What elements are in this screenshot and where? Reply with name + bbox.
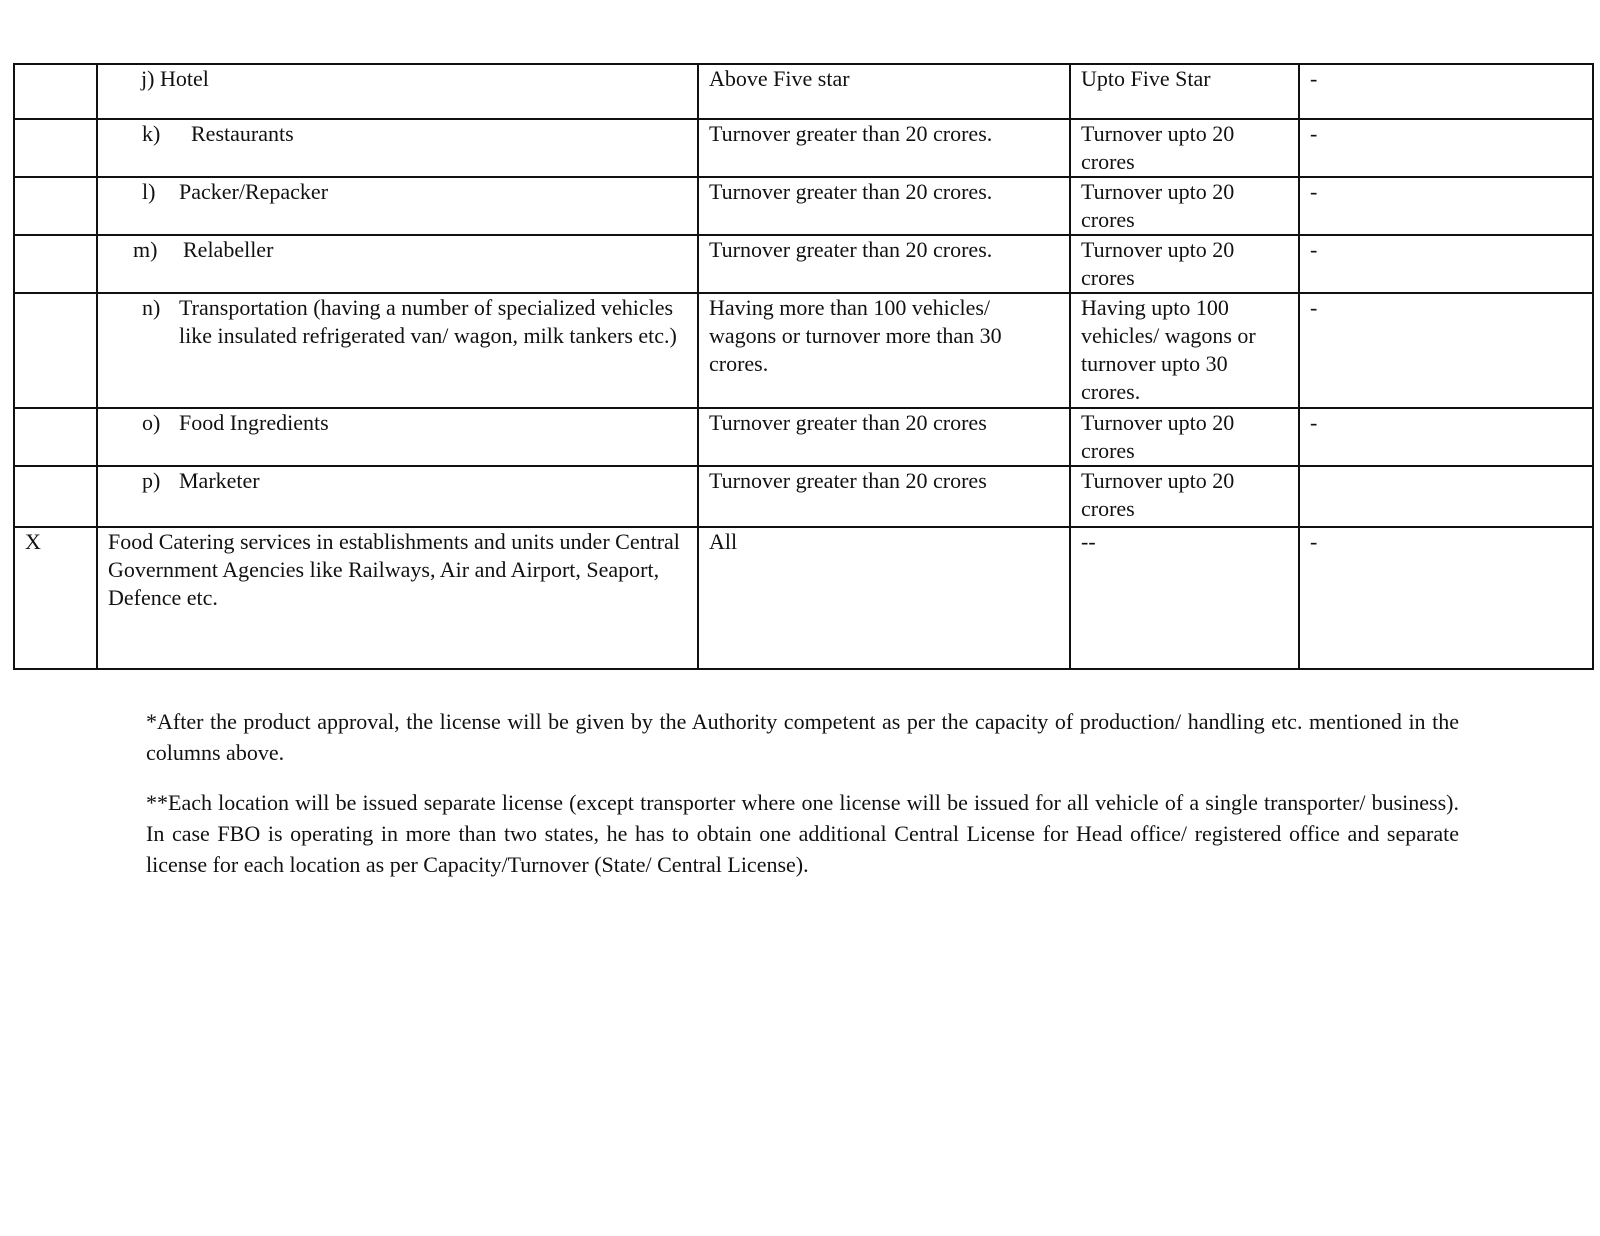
item-label: Packer/Repacker (179, 179, 329, 204)
food-business-cell (97, 527, 698, 669)
item-label: Food Ingredients (179, 410, 329, 435)
state-license-cell: Turnover upto 20 crores (1070, 119, 1299, 177)
license-category-table (13, 63, 1594, 670)
table-row (14, 408, 1593, 466)
item-marker: n) (142, 295, 161, 320)
footnote-product-approval: *After the product approval, the license will be given by the Authority competent as per the capacity of production/ handling etc. mentioned in the columns above. (146, 709, 1459, 765)
central-license-cell: Having more than 100 vehicles/ wagons or turnover more than 30 crores. (698, 293, 1070, 408)
table-row (14, 466, 1593, 527)
state-license-cell: Turnover upto 20 crores (1070, 177, 1299, 235)
food-business-cell (97, 408, 698, 466)
item-marker: m) (133, 237, 158, 262)
item-marker: o) (142, 410, 161, 435)
central-license-cell: Turnover greater than 20 crores. (698, 119, 1070, 177)
item-label: Transportation (having a number of specialized vehicles like insulated refrigerated van/ wagon, milk tankers etc.) (179, 295, 677, 348)
item-marker: p) (142, 468, 161, 493)
table-row (14, 64, 1593, 119)
item-label: Food Catering services in establishments and units under Central Government Agencies like Railways, Air and Airport, Seaport, Defence etc. (108, 529, 680, 610)
item-label: Hotel (159, 66, 209, 91)
central-license-cell: Turnover greater than 20 crores (698, 466, 1070, 527)
row-number-cell (14, 177, 97, 235)
food-business-cell (97, 177, 698, 235)
row-number-cell (14, 235, 97, 293)
item-label: Restaurants (191, 121, 294, 146)
central-license-cell: All (698, 527, 1070, 669)
central-license-cell: Turnover greater than 20 crores (698, 408, 1070, 466)
registration-cell (1299, 466, 1593, 527)
central-license-cell: Turnover greater than 20 crores. (698, 235, 1070, 293)
table-row (14, 293, 1593, 408)
central-license-cell: Turnover greater than 20 crores. (698, 177, 1070, 235)
food-business-cell (97, 466, 698, 527)
table-row (14, 527, 1593, 669)
table-row (14, 119, 1593, 177)
item-label: Relabeller (183, 237, 274, 262)
item-marker: j) (141, 66, 155, 91)
item-marker: l) (142, 179, 156, 204)
row-number-cell (14, 293, 97, 408)
state-license-cell: Turnover upto 20 crores (1070, 235, 1299, 293)
food-business-cell (97, 235, 698, 293)
row-number-cell (14, 64, 97, 119)
footnotes (146, 706, 1459, 899)
state-license-cell: Having upto 100 vehicles/ wagons or turnover upto 30 crores. (1070, 293, 1299, 408)
registration-cell: - (1299, 177, 1593, 235)
registration-cell: - (1299, 527, 1593, 669)
registration-cell: - (1299, 119, 1593, 177)
food-business-cell (97, 119, 698, 177)
table-row (14, 177, 1593, 235)
state-license-cell: Turnover upto 20 crores (1070, 408, 1299, 466)
row-number-cell: X (14, 527, 97, 669)
item-marker: k) (142, 121, 161, 146)
item-label: Marketer (179, 468, 260, 493)
registration-cell: - (1299, 235, 1593, 293)
registration-cell: - (1299, 408, 1593, 466)
row-number-cell (14, 466, 97, 527)
central-license-cell: Above Five star (698, 64, 1070, 119)
footnote-separate-license: **Each location will be issued separate license (except transporter where one license will be issued for all vehicle of a single transporter/ business). In case FBO is operating in more than two states, he has to obtain one additional Central License for Head office/ registered office and separate license for each location as per Capacity/Turnover (State/ Central License). (146, 790, 1459, 877)
row-number-cell (14, 119, 97, 177)
row-number-cell (14, 408, 97, 466)
table-row (14, 235, 1593, 293)
registration-cell: - (1299, 64, 1593, 119)
food-business-cell (97, 293, 698, 408)
food-business-cell (97, 64, 698, 119)
state-license-cell: -- (1070, 527, 1299, 669)
registration-cell: - (1299, 293, 1593, 408)
state-license-cell: Upto Five Star (1070, 64, 1299, 119)
state-license-cell: Turnover upto 20 crores (1070, 466, 1299, 527)
